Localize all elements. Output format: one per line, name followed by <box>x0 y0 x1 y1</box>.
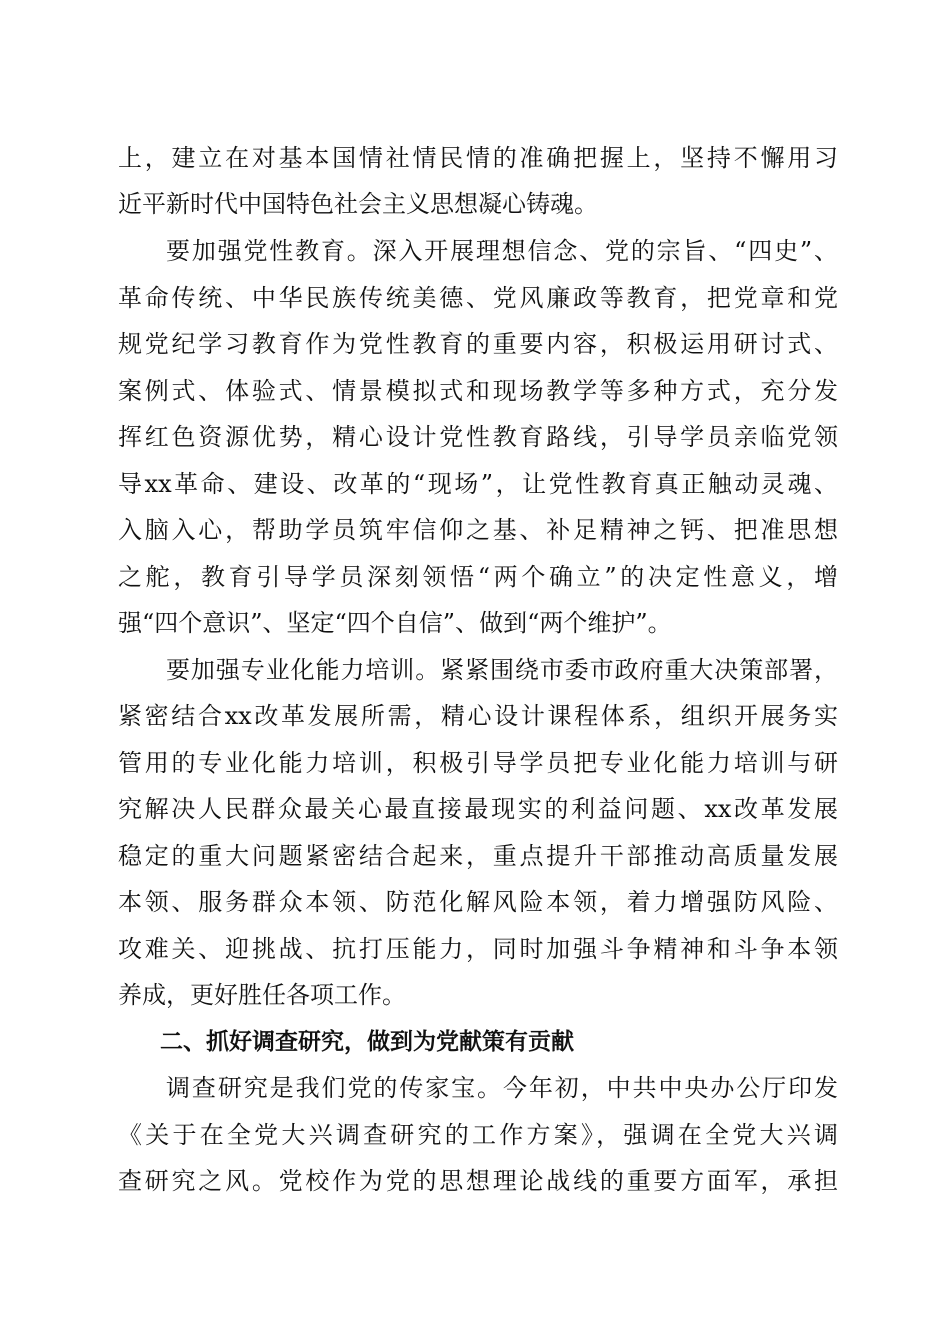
paragraph-4-line-1: 调查研究是我们党的传家宝。今年初，中共中央办公厅印发 <box>166 1074 838 1102</box>
paragraph-2-line-4: 案例式、体验式、情景模拟式和现场教学等多种方式，充分发 <box>118 377 838 405</box>
paragraph-2-line-2: 革命传统、中华民族传统美德、党风廉政等教育，把党章和党 <box>118 284 838 312</box>
paragraph-3-line-7: 攻难关、迎挑战、抗打压能力，同时加强斗争精神和斗争本领 <box>118 935 838 963</box>
paragraph-2-line-3: 规党纪学习教育作为党性教育的重要内容，积极运用研讨式、 <box>118 330 838 358</box>
paragraph-2-line-1: 要加强党性教育。深入开展理想信念、党的宗旨、“四史”、 <box>166 237 838 265</box>
paragraph-4-line-3: 查研究之风。党校作为党的思想理论战线的重要方面军，承担 <box>118 1167 838 1195</box>
paragraph-2-line-6: 导xx革命、建设、改革的“现场”，让党性教育真正触动灵魂、 <box>118 470 838 498</box>
paragraph-3-line-3: 管用的专业化能力培训，积极引导学员把专业化能力培训与研 <box>118 749 838 777</box>
paragraph-1-line-2: 近平新时代中国特色社会主义思想凝心铸魂。 <box>118 190 598 218</box>
paragraph-3-line-1: 要加强专业化能力培训。紧紧围绕市委市政府重大决策部署， <box>166 656 838 684</box>
section-heading: 二、抓好调查研究，做到为党献策有贡献 <box>160 1029 574 1055</box>
paragraph-3-line-2: 紧密结合xx改革发展所需，精心设计课程体系，组织开展务实 <box>118 702 838 730</box>
paragraph-2-line-8: 之舵，教育引导学员深刻领悟“两个确立”的决定性意义，增 <box>118 563 838 591</box>
paragraph-3-line-6: 本领、服务群众本领、防范化解风险本领，着力增强防风险、 <box>118 888 838 916</box>
paragraph-3-line-8: 养成，更好胜任各项工作。 <box>118 981 406 1009</box>
paragraph-2-line-5: 挥红色资源优势，精心设计党性教育路线，引导学员亲临党领 <box>118 423 838 451</box>
paragraph-3-line-5: 稳定的重大问题紧密结合起来，重点提升干部推动高质量发展 <box>118 842 838 870</box>
paragraph-1-line-1: 上，建立在对基本国情社情民情的准确把握上，坚持不懈用习 <box>118 144 838 172</box>
paragraph-4-line-2: 《关于在全党大兴调查研究的工作方案》，强调在全党大兴调 <box>118 1121 838 1149</box>
paragraph-2-line-9: 强“四个意识”、坚定“四个自信”、做到“两个维护”。 <box>118 609 672 637</box>
paragraph-3-line-4: 究解决人民群众最关心最直接最现实的利益问题、xx改革发展 <box>118 795 838 823</box>
paragraph-2-line-7: 入脑入心，帮助学员筑牢信仰之基、补足精神之钙、把准思想 <box>118 516 838 544</box>
